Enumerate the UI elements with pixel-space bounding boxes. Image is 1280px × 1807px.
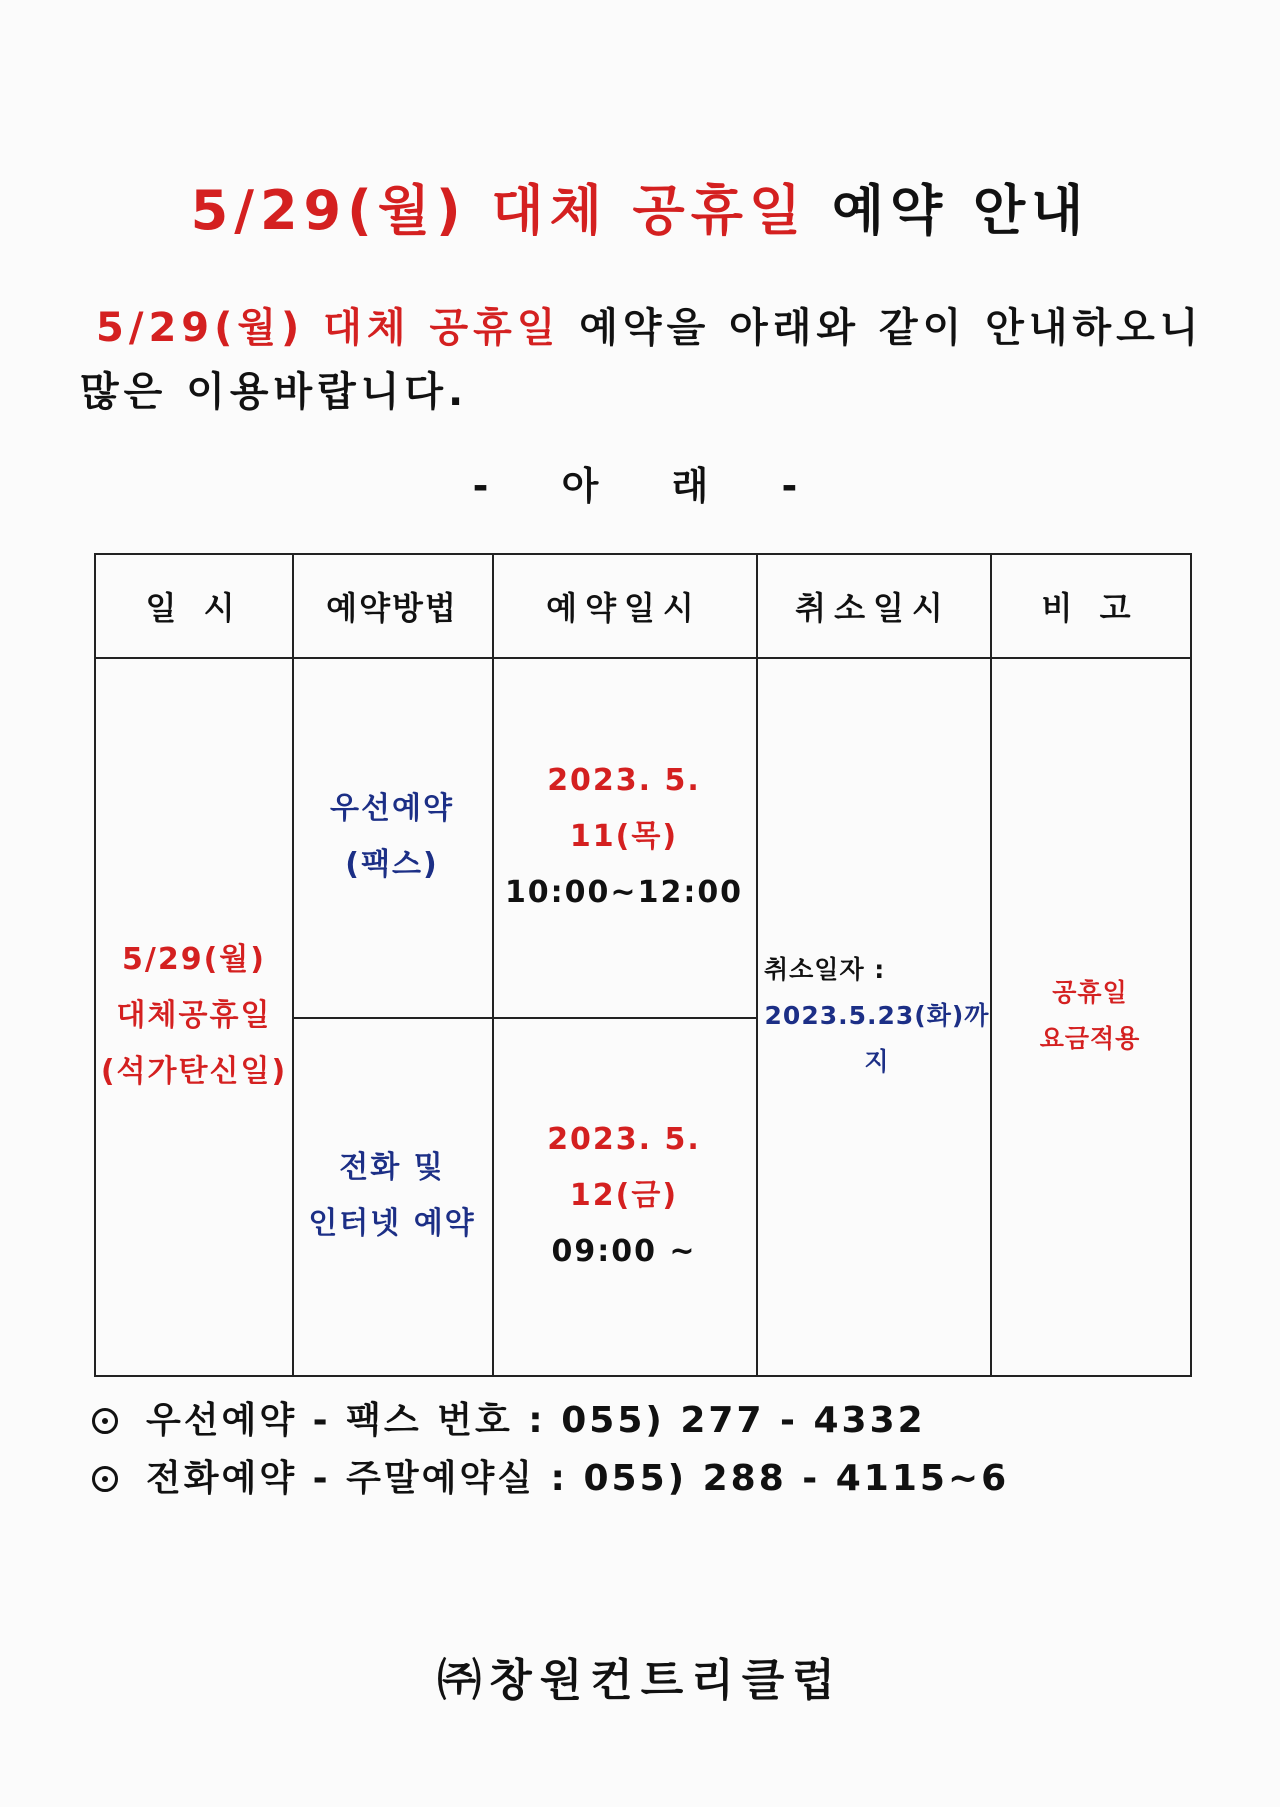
- title-red-part: 5/29(월) 대체 공휴일: [190, 179, 808, 242]
- contact-fax-number: 055) 277 - 4332: [561, 1400, 926, 1441]
- intro-line2: 많은 이용바랍니다.: [80, 369, 469, 415]
- cancel-cell: [756, 657, 990, 1375]
- contact-item-phone: [92, 1450, 1009, 1508]
- contact-item-fax: [92, 1392, 1009, 1450]
- header-cancel-time: 취소일시: [795, 589, 951, 627]
- header-note: 비 고: [1041, 589, 1139, 627]
- contact-phone-label: 전화예약 - 주말예약실 :: [146, 1458, 584, 1499]
- reservation-time-cell-phone-internet: [492, 1017, 756, 1375]
- contact-list: [92, 1392, 1009, 1508]
- intro-red-part: 5/29(월) 대체 공휴일: [96, 305, 561, 351]
- reservation-time-priority: 10:00~12:00: [504, 875, 744, 910]
- holiday-date: 5/29(월): [122, 942, 266, 977]
- company-name: ㈜창원컨트리클럽: [437, 1655, 843, 1706]
- title-black-part: 예약 안내: [831, 179, 1090, 242]
- method-cell-phone-internet: [292, 1017, 492, 1375]
- note-line1: 공휴일: [1052, 978, 1128, 1007]
- method-phone-label: 전화 및: [339, 1150, 445, 1185]
- contact-fax-label: 우선예약 - 팩스 번호 :: [146, 1400, 562, 1441]
- method-priority-label: 우선예약: [330, 791, 454, 826]
- reservation-time-cell-priority: [492, 657, 756, 1017]
- header-method: 예약방법: [326, 589, 458, 627]
- header-datetime: 일 시: [145, 589, 243, 627]
- header-reservation-time: 예약일시: [546, 589, 702, 627]
- cancel-deadline: 2023.5.23(화)까지: [764, 1001, 990, 1076]
- method-priority-sub: (팩스): [345, 847, 439, 882]
- method-internet-label: 인터넷 예약: [308, 1206, 476, 1241]
- bullet-icon: [92, 1408, 118, 1434]
- method-cell-priority: [292, 657, 492, 1017]
- holiday-name: (석가탄신일): [100, 1054, 288, 1089]
- holiday-date-cell: [96, 657, 292, 1375]
- intro-line1-rest: 예약을 아래와 같이 안내하오니: [579, 305, 1204, 351]
- section-separator: - 아 래 -: [472, 464, 808, 508]
- reservation-date-phone-internet: 2023. 5. 12(금): [547, 1122, 701, 1213]
- contact-phone-number: 055) 288 - 4115~6: [583, 1458, 1010, 1499]
- reservation-date-priority: 2023. 5. 11(목): [547, 763, 701, 854]
- bullet-icon: [92, 1466, 118, 1492]
- reservation-time-phone-internet: 09:00 ~: [551, 1234, 697, 1269]
- page-title: [0, 168, 1280, 245]
- reservation-table: [94, 553, 1192, 1377]
- note-line2: 요금적용: [1039, 1024, 1141, 1053]
- intro-paragraph: [80, 296, 1220, 424]
- cancel-label: 취소일자 :: [764, 955, 886, 984]
- holiday-type: 대체공휴일: [116, 998, 272, 1033]
- note-cell: [990, 657, 1190, 1375]
